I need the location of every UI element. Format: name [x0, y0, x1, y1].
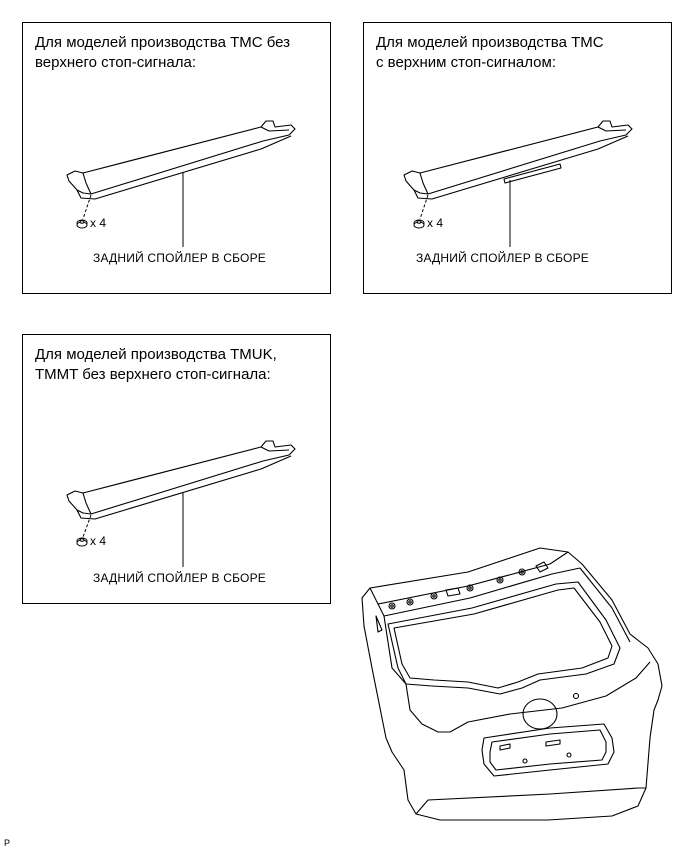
part-label: ЗАДНИЙ СПОЙЛЕР В СБОРЕ [93, 571, 266, 585]
clip-quantity: x 4 [90, 216, 107, 230]
spoiler-lower-edge [77, 456, 291, 519]
back-door-drawing [350, 538, 680, 828]
clip-icon [77, 220, 87, 228]
spoiler-outline [404, 121, 632, 194]
high-mount-stop-lamp [504, 164, 561, 183]
part-label: ЗАДНИЙ СПОЙЛЕР В СБОРЕ [416, 251, 589, 265]
figure-code: P [4, 838, 11, 848]
spoiler-panel-tmuk-tmmt-no-stoplamp [22, 334, 331, 604]
panel-heading: Для моделей производства TMUK, TMMT без верхнего стоп-сигнала: [35, 346, 277, 383]
clip-quantity: x 4 [90, 534, 107, 548]
clip-icon [77, 538, 87, 546]
spoiler-panel-tmc-with-stoplamp [363, 22, 672, 294]
rear-window-opening [388, 582, 620, 694]
panel-heading: Для моделей производства TMC с верхним стоп-сигналом: [376, 34, 604, 71]
spoiler-panel-tmc-no-stoplamp [22, 22, 331, 294]
spoiler-lower-edge [414, 136, 628, 199]
clip-quantity: x 4 [427, 216, 444, 230]
part-label: ЗАДНИЙ СПОЙЛЕР В СБОРЕ [93, 251, 266, 265]
panel-heading: Для моделей производства TMC без верхнего стоп-сигнала: [35, 34, 291, 71]
spoiler-lower-edge [77, 136, 291, 199]
emblem [523, 699, 557, 729]
spoiler-outline [67, 441, 295, 514]
clip-icon [414, 220, 424, 228]
rear-spoiler-drawing [23, 335, 332, 605]
spoiler-outline [67, 121, 295, 194]
